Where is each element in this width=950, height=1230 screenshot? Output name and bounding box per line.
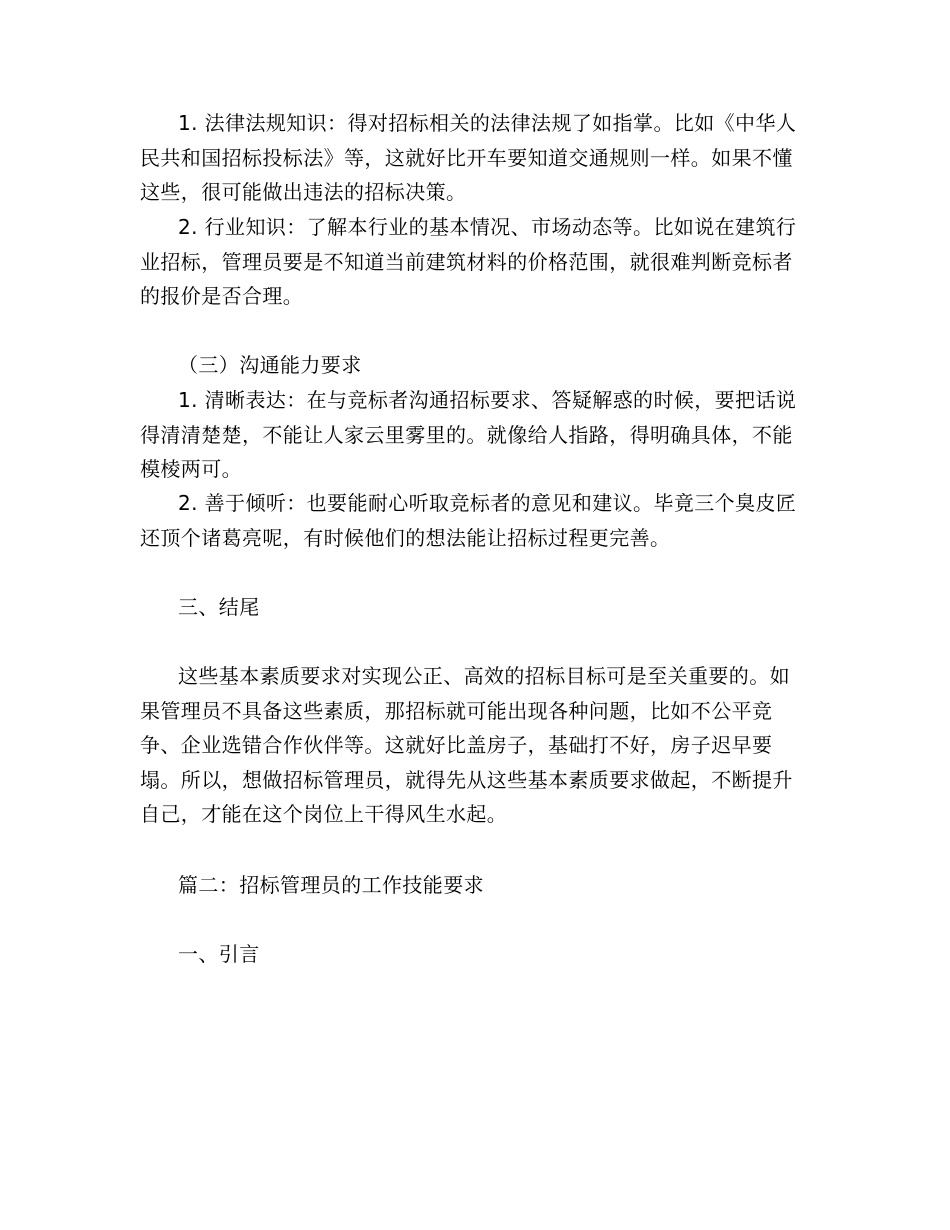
section-heading-introduction: 一、引言 bbox=[178, 942, 260, 966]
paragraph-conclusion: 这些基本素质要求对实现公正、高效的招标目标可是至关重要的。如果管理员不具备这些素质，那招标就可能出现各种问题，比如不公平竞争、企业选错合作伙伴等。这就好比盖房子，基础打不好，房子迟早要塌。所以，想做招标管理员，就得先从这些基本素质要求做起，不断提升自己，才能在这个岗位上干得风生水起。 bbox=[140, 664, 793, 826]
section-heading-conclusion: 三、结尾 bbox=[178, 595, 260, 619]
paragraph-legal-knowledge: 1. 法律法规知识：得对招标相关的法律法规了如指掌。比如《中华人民共和国招标投标法》等，这就好比开车要知道交通规则一样。如果不懂这些，很可能做出违法的招标决策。 bbox=[140, 111, 797, 204]
paragraph-good-listening: 2. 善于倾听：也要能耐心听取竞标者的意见和建议。毕竟三个臭皮匠还顶个诸葛亮呢，有时候他们的想法能让招标过程更完善。 bbox=[140, 491, 797, 550]
section-heading-communication: （三）沟通能力要求 bbox=[178, 353, 362, 377]
chapter-title-part-two: 篇二：招标管理员的工作技能要求 bbox=[178, 873, 484, 897]
paragraph-clear-expression: 1. 清晰表达：在与竞标者沟通招标要求、答疑解惑的时候，要把话说得清清楚楚，不能让人家云里雾里的。就像给人指路，得明确具体，不能模棱两可。 bbox=[140, 388, 797, 481]
paragraph-industry-knowledge: 2. 行业知识：了解本行业的基本情况、市场动态等。比如说在建筑行业招标，管理员要是不知道当前建筑材料的价格范围，就很难判断竞标者的报价是否合理。 bbox=[140, 215, 797, 308]
